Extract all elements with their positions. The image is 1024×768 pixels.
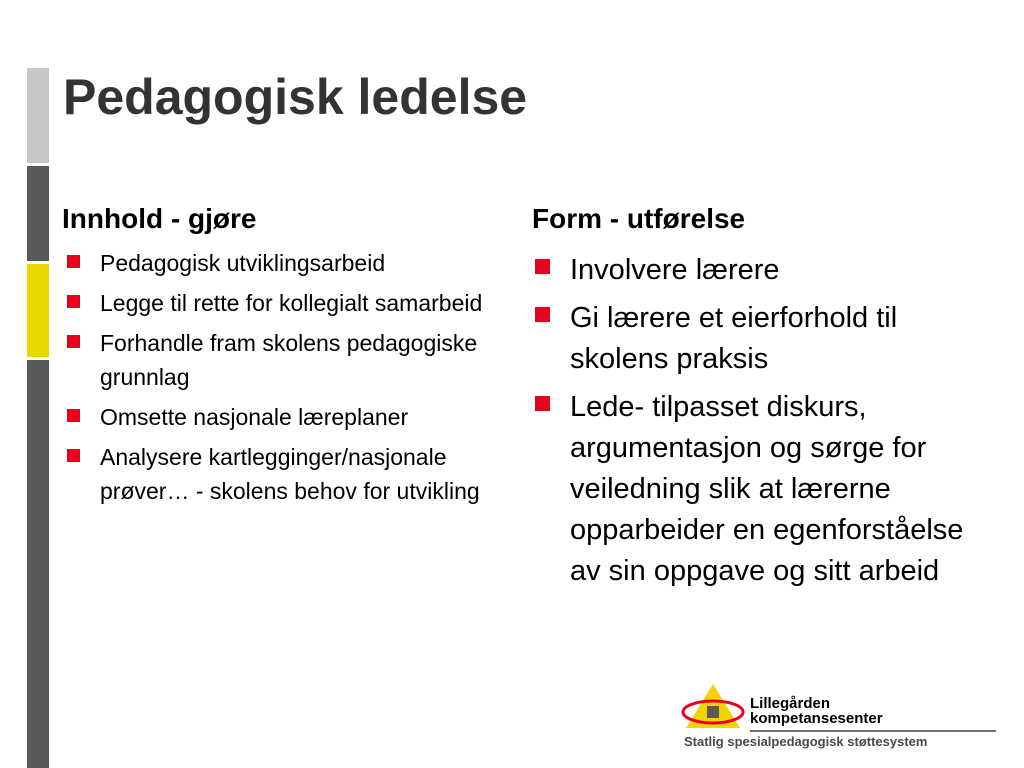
square-bullet-icon bbox=[67, 255, 80, 268]
logo-tagline: Statlig spesialpedagogisk støttesystem bbox=[684, 734, 928, 749]
logo-name-line2: kompetansesenter bbox=[750, 710, 883, 727]
right-column bbox=[532, 198, 972, 599]
list-item-text: Analysere kartlegginger/nasjonale prøver… - skolens behov for utvikling bbox=[100, 444, 480, 504]
square-bullet-icon bbox=[535, 307, 550, 322]
side-bar-dark-segment bbox=[27, 166, 49, 261]
logo-divider bbox=[750, 730, 996, 732]
logo-wordmark bbox=[750, 696, 883, 726]
logo-name-line1: Lillegården bbox=[750, 695, 831, 712]
list-item-text: Pedagogisk utviklingsarbeid bbox=[100, 250, 386, 276]
side-bar-light-segment bbox=[27, 68, 49, 163]
right-column-heading: Form - utførelse bbox=[532, 203, 746, 234]
triangle-ring-logo-icon bbox=[680, 682, 750, 730]
list-item-text: Involvere lærere bbox=[570, 254, 780, 286]
left-column-heading: Innhold - gjøre bbox=[62, 203, 257, 234]
organization-logo bbox=[680, 682, 1000, 752]
list-item bbox=[62, 326, 492, 394]
left-bullet-list bbox=[62, 246, 492, 508]
list-item-text: Omsette nasjonale læreplaner bbox=[100, 404, 409, 430]
side-bar-yellow-segment bbox=[27, 264, 49, 357]
square-bullet-icon bbox=[67, 335, 80, 348]
list-item bbox=[532, 250, 972, 291]
list-item bbox=[62, 246, 492, 280]
list-item-text: Forhandle fram skolens pedagogiske grunnlag bbox=[100, 330, 478, 390]
right-bullet-list bbox=[532, 250, 972, 592]
list-item bbox=[532, 298, 972, 380]
list-item bbox=[62, 286, 492, 320]
square-bullet-icon bbox=[67, 295, 80, 308]
side-bar-dark-segment-lower bbox=[27, 360, 49, 768]
square-bullet-icon bbox=[67, 409, 80, 422]
square-bullet-icon bbox=[535, 259, 550, 274]
square-bullet-icon bbox=[67, 449, 80, 462]
list-item-text: Legge til rette for kollegialt samarbeid bbox=[100, 290, 483, 316]
list-item bbox=[62, 400, 492, 434]
list-item-text: Gi lærere et eierforhold til skolens praksis bbox=[570, 302, 898, 375]
square-bullet-icon bbox=[535, 396, 550, 411]
list-item-text: Lede- tilpasset diskurs, argumentasjon og sørge for veiledning slik at lærerne opparbeider en egenforståelse av sin oppgave og sitt arbeid bbox=[570, 391, 964, 587]
slide-title: Pedagogisk ledelse bbox=[63, 69, 528, 125]
list-item bbox=[62, 440, 492, 508]
left-column bbox=[62, 198, 492, 514]
list-item bbox=[532, 387, 972, 592]
